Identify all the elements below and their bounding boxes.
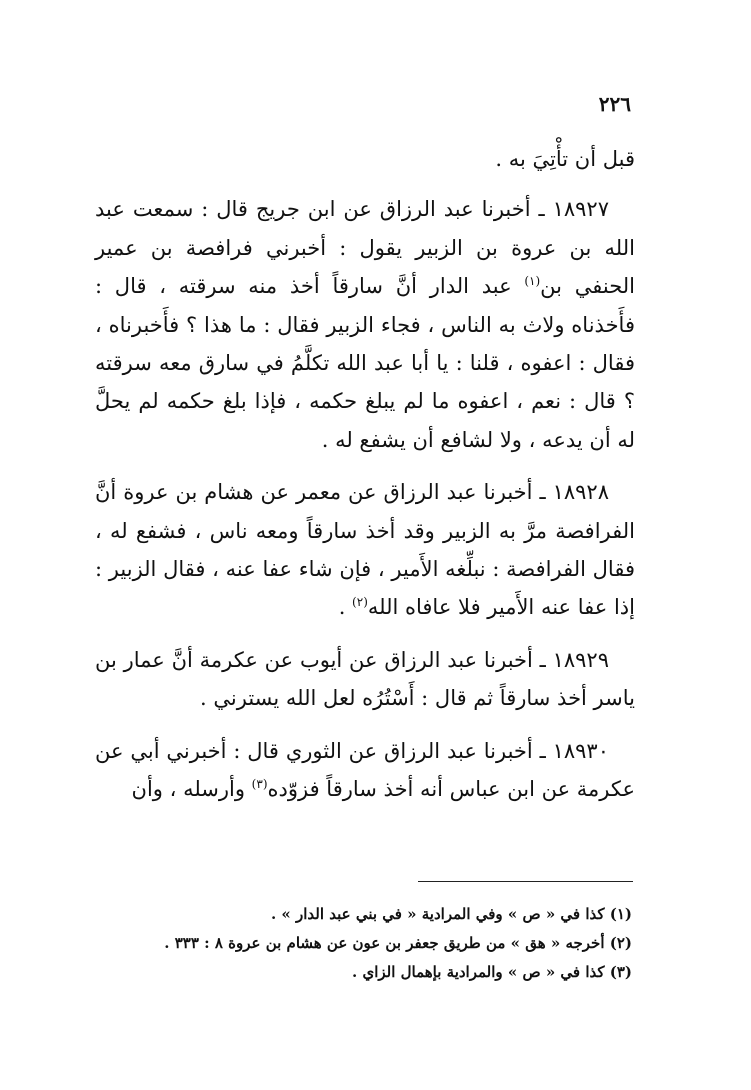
hadith-text-tail: وأرسله ، وأن — [131, 777, 252, 802]
hadith-18927 — [95, 190, 635, 459]
hadith-text: ١٨٩٢٧ ـ أخبرنا عبد الرزاق عن ابن جريج قال : سمعت عبد الله بن عروة بن الزبير يقول : أخبرني فرافصة بن عمير الحنفي بن — [95, 197, 635, 299]
footnote-divider — [418, 881, 633, 882]
page-number: ٢٢٦ — [598, 92, 631, 116]
footnotes — [95, 900, 632, 987]
footnote-ref: (١) — [524, 274, 541, 289]
opening-line: قبل أن تأْتِيَ به . — [495, 147, 635, 171]
hadith-18930 — [95, 732, 635, 809]
main-text — [95, 140, 635, 823]
footnote-3: (٣) كذا في « ص » والمرادية بإهمال الزاي . — [352, 963, 632, 981]
footnote-ref: (٣) — [251, 777, 268, 792]
footnote-ref: (٢) — [352, 595, 368, 610]
footnote-2: (٢) أخرجه « هق » من طريق جعفر بن عون عن هشام بن عروة ٨ : ٣٣٣ . — [164, 934, 632, 952]
hadith-18929 — [95, 641, 635, 718]
hadith-text: ١٨٩٣٠ ـ أخبرنا عبد الرزاق عن الثوري قال : أخبرني أبي عن عكرمة عن ابن عباس أنه أخذ سارقاً فزوّده — [95, 738, 635, 802]
hadith-text-tail: . — [338, 595, 353, 620]
hadith-18928 — [95, 473, 635, 627]
footnote-1: (١) كذا في « ص » وفي المرادية « في بني عبد الدار » . — [270, 905, 632, 923]
hadith-text-tail: عبد الدار أنَّ سارقاً أخذ منه سرقته ، قال : فأَخذناه ولاث به الناس ، فجاء الزبير فقال : ما هذا ؟ فأَخبرناه ، فقال : اعفوه ، قلنا : يا أبا عبد الله تكلَّمُ في سارق معه سرقته ؟ قال : نعم ، اعفوه ما لم يبلغ حكمه ، فإذا بلغ حكمه لم يحلَّ له أن يدعه ، ولا لشافع أن يشفع له . — [95, 274, 635, 452]
hadith-text: ١٨٩٢٩ ـ أخبرنا عبد الرزاق عن أيوب عن عكرمة أنَّ عمار بن ياسر أخذ سارقاً ثم قال : أَسْتُرُه لعل الله يسترني . — [95, 647, 635, 711]
hadith-text: ١٨٩٢٨ ـ أخبرنا عبد الرزاق عن معمر عن هشام بن عروة أنَّ الفرافصة مرَّ به الزبير وقد أخذ سارقاً ومعه ناس ، فشفع له ، فقال الفرافصة : نبلِّغه الأَمير ، فإن شاء عفا عنه ، فقال الزبير : إذا عفا عنه الأَمير فلا عافاه الله — [95, 480, 635, 620]
